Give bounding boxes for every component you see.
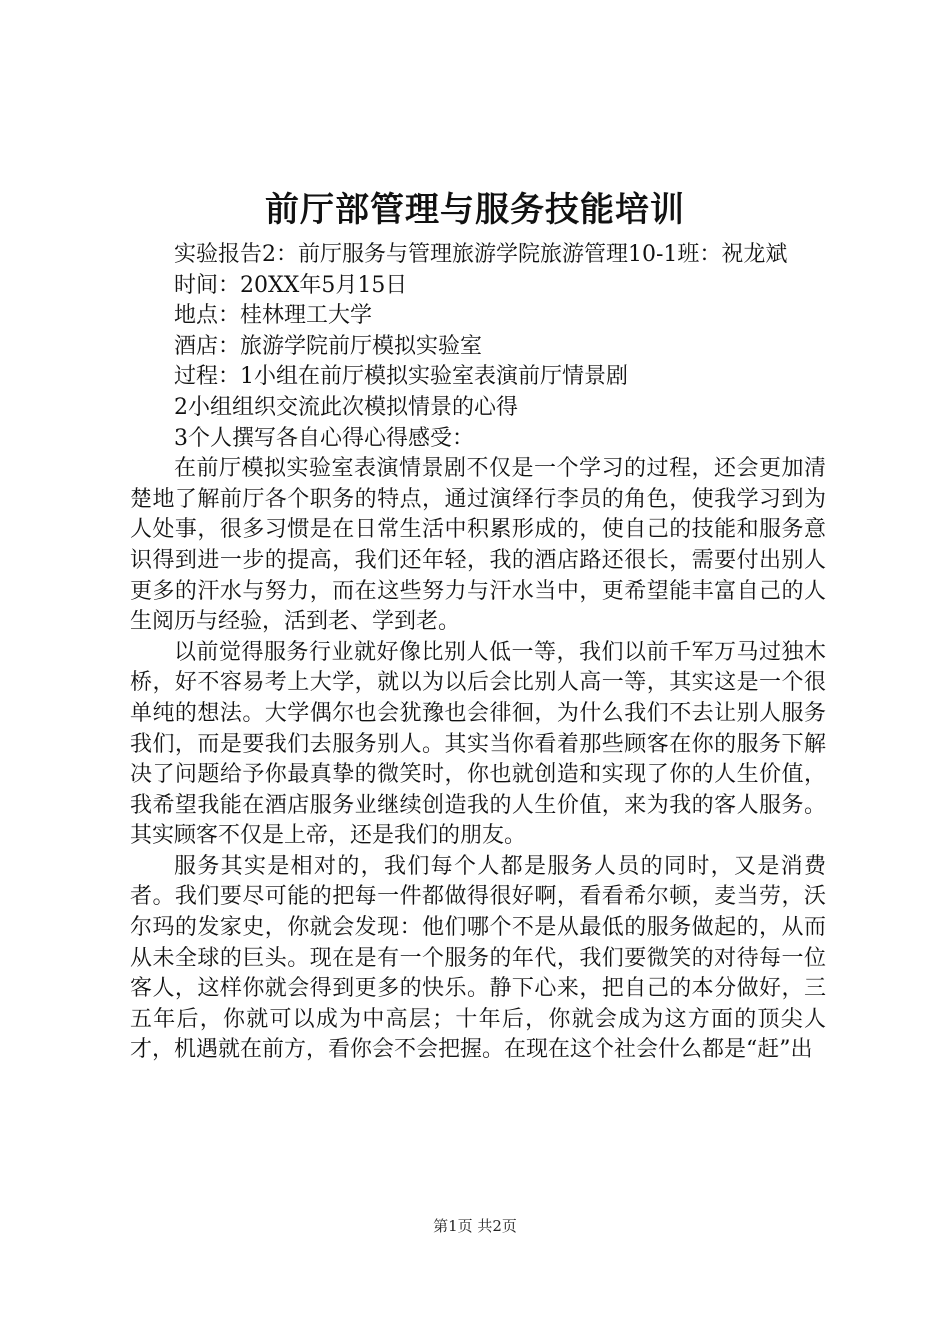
page-footer: 第1页 共2页 xyxy=(433,1217,517,1235)
body-paragraph: 以前觉得服务行业就好像比别人低一等，我们以前千军万马过独木桥，好不容易考上大学，就以为以后会比别人高一等，其实这是一个很单纯的想法。大学偶尔也会犹豫也会徘徊，为什么我们不去让别人服务我们，而是要我们去服务别人。其实当你看着那些顾客在你的服务下解决了问题给予你最真挚的微笑时，你也就创造和实现了你的人生价值，我希望我能在酒店服务业继续创造我的人生价值，来为我的客人服务。其实顾客不仅是上帝，还是我们的朋友。 xyxy=(130,639,826,849)
report-header-paragraph: 实验报告2：前厅服务与管理旅游学院旅游管理10-1班：祝龙斌 xyxy=(174,242,788,267)
hotel-paragraph: 酒店：旅游学院前厅模拟实验室 xyxy=(174,333,483,359)
document-body xyxy=(130,240,826,1066)
body-paragraph: 在前厅模拟实验室表演情景剧不仅是一个学习的过程，还会更加清楚地了解前厅各个职务的特点，通过演绎行李员的角色，使我学习到为人处事，很多习惯是在日常生活中积累形成的，使自己的技能和服务意识得到进一步的提高，我们还年轻，我的酒店路还很长，需要付出别人更多的汗水与努力，而在这些努力与汗水当中，更希望能丰富自己的人生阅历与经验，活到老、学到老。 xyxy=(130,456,826,635)
body-paragraph: 服务其实是相对的，我们每个人都是服务人员的同时，又是消费者。我们要尽可能的把每一件都做得很好啊，看看希尔顿，麦当劳，沃尔玛的发家史，你就会发现：他们哪个不是从最低的服务做起的，从而从未全球的巨头。现在是有一个服务的年代，我们要微笑的对待每一位客人，这样你就会得到更多的快乐。静下心来，把自己的本分做好，三五年后，你就可以成为中高层；十年后，你就会成为这方面的顶尖人才，机遇就在前方，看你会不会把握。在现在这个社会什么都是“赶”出 xyxy=(130,853,826,1063)
document-title: 前厅部管理与服务技能培训 xyxy=(265,190,685,230)
process-step-2-paragraph: 2小组组织交流此次模拟情景的心得 xyxy=(174,394,518,420)
time-paragraph: 时间：20XX年5月15日 xyxy=(174,272,408,298)
process-step-3-paragraph: 3个人撰写各自心得心得感受： xyxy=(174,425,474,451)
location-paragraph: 地点：桂林理工大学 xyxy=(174,303,373,329)
process-paragraph: 过程：1小组在前厅模拟实验室表演前厅情景剧 xyxy=(174,364,628,390)
